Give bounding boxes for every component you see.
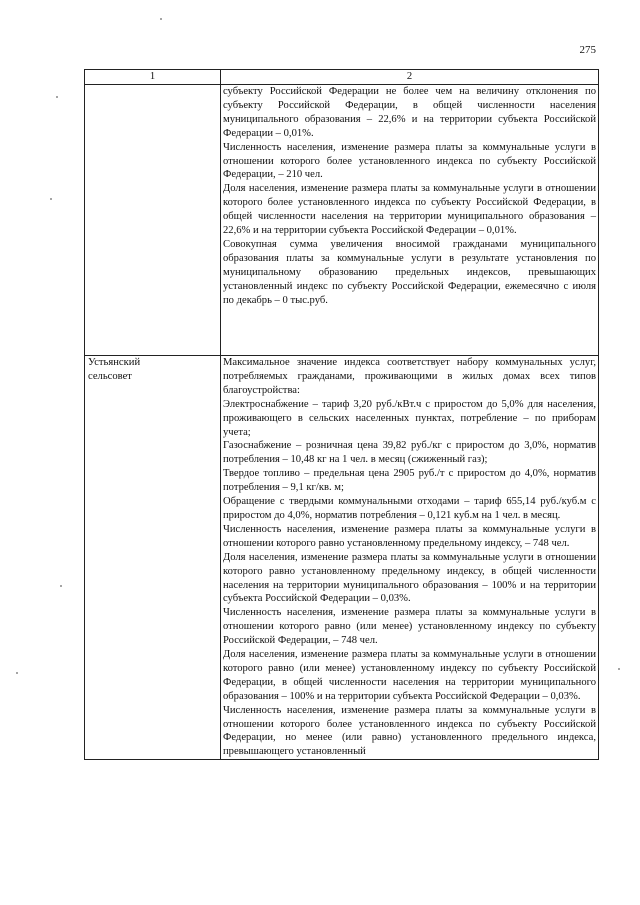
paragraph: Максимальное значение индекса соответствует набору коммунальных услуг, потребляемых гражданами, проживающими в жилых домах всех типов благоустройства: bbox=[223, 357, 596, 396]
row-label-cell bbox=[85, 85, 221, 356]
scan-speck bbox=[60, 585, 62, 587]
paragraph: Твердое топливо – предельная цена 2905 руб./т с приростом до 4,0%, норматив потребления – 9,1 кг/кв. м; bbox=[223, 468, 596, 494]
table-row bbox=[85, 85, 599, 356]
paragraph: Численность населения, изменение размера платы за коммунальные услуги в отношении которого равно установленному предельному индексу, – 748 чел. bbox=[223, 523, 596, 549]
row-content-cell bbox=[221, 85, 599, 356]
scan-speck bbox=[50, 198, 52, 200]
row-label-cell bbox=[85, 356, 221, 760]
scan-speck bbox=[16, 672, 18, 674]
paragraph: Доля населения, изменение размера платы за коммунальные услуги в отношении которого равно установленному предельному индексу, в общей численности населения на территории муниципального образования – 100% и на территории субъекта Российской Федерации – 0,03%. bbox=[223, 551, 596, 605]
column-header-1: 1 bbox=[85, 70, 221, 85]
row-label-line: сельсовет bbox=[88, 370, 132, 382]
paragraph: Газоснабжение – розничная цена 39,82 руб./кг с приростом до 3,0%, норматив потребления – 10,48 кг на 1 чел. в месяц (сжиженный газ); bbox=[223, 440, 596, 466]
paragraph: Обращение с твердыми коммунальными отходами – тариф 655,14 руб./куб.м с приростом до 4,0%, норматив потребления – 0,121 куб.м на 1 чел. в месяц. bbox=[223, 496, 596, 521]
table-header-row bbox=[85, 70, 599, 85]
table-row bbox=[85, 356, 599, 760]
scan-speck bbox=[56, 96, 58, 98]
paragraph: Доля населения, изменение размера платы за коммунальные услуги в отношении которого равно (или менее) установленному индексу по субъекту Российской Федерации, в общей численности населения на территории муниципального образования – 100% и на территории субъекта Российской Федерации – 0,03%. bbox=[223, 649, 596, 702]
paragraph: Численность населения, изменение размера платы за коммунальные услуги в отношении которого более установленного индекса по субъекту Российской Федерации, но менее (или равно) установленного предельного индекса, превышающего установленный bbox=[223, 704, 596, 758]
scan-speck bbox=[160, 18, 162, 20]
row-label-line: Устьянский bbox=[88, 357, 141, 368]
paragraph: Совокупная сумма увеличения вносимой гражданами муниципального образования платы за коммунальные услуги в результате установления по муниципальному образованию предельных индексов, превышающих установленный индекс по субъекту Российской Федерации, ежемесячно с июля по декабрь – 0 тыс.руб. bbox=[223, 238, 596, 306]
paragraph: Численность населения, изменение размера платы за коммунальные услуги в отношении которого равно (или менее) установленному индексу по субъекту Российской Федерации, – 748 чел. bbox=[223, 607, 596, 647]
paragraph: Доля населения, изменение размера платы за коммунальные услуги в отношении которого более установленного индекса по субъекту Российской Федерации, в общей численности населения на территории муниципального образования – 22,6% и на территории субъекта Российской Федерации – 0,01%. bbox=[223, 183, 596, 237]
scan-speck bbox=[618, 668, 620, 670]
row-content-cell bbox=[221, 356, 599, 760]
page-number: 275 bbox=[579, 44, 596, 56]
paragraph: Численность населения, изменение размера платы за коммунальные услуги в отношении которого более установленного индекса по субъекту Российской Федерации, – 210 чел. bbox=[223, 141, 596, 181]
data-table bbox=[84, 69, 599, 760]
paragraph: Электроснабжение – тариф 3,20 руб./кВт.ч с приростом до 5,0% для населения, проживающего в сельских населенных пунктах, потребление – по приборам учета; bbox=[223, 398, 596, 438]
paragraph: субъекту Российской Федерации не более чем на величину отклонения по субъекту Российской Федерации, в общей численности населения муниципального образования – 22,6% и на территории субъекта Российской Федерации – 0,01%. bbox=[223, 86, 596, 139]
column-header-2: 2 bbox=[221, 70, 599, 85]
